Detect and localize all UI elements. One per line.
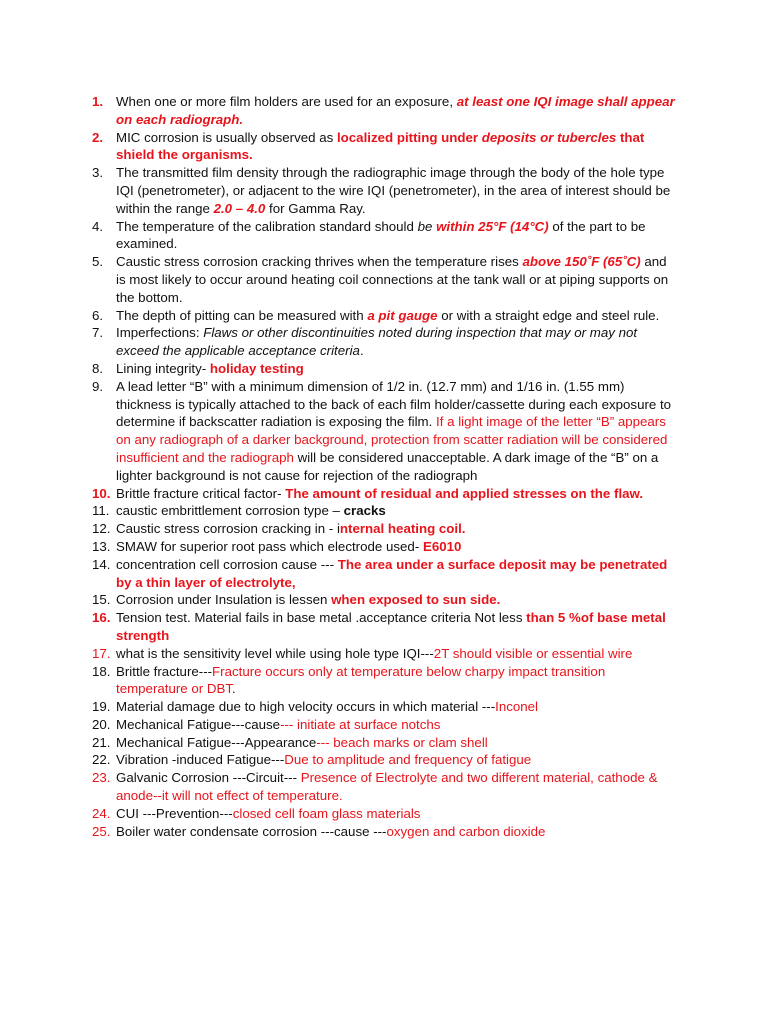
item-answer: Fracture occurs only at temperature below charpy impact transition temperature or DBT xyxy=(116,663,606,697)
item-number: 3. xyxy=(92,165,104,181)
item-text: for Gamma Ray. xyxy=(265,200,366,216)
list-item xyxy=(92,698,677,716)
item-number: 25. xyxy=(92,823,111,839)
item-number: 24. xyxy=(92,805,111,821)
item-answer: oxygen and carbon dioxide xyxy=(386,823,546,839)
item-number: 19. xyxy=(92,699,111,715)
list-item xyxy=(92,556,677,592)
item-answer: that shield the organisms. xyxy=(116,129,645,163)
item-answer: nternal heating coil. xyxy=(339,521,466,537)
item-text: The depth of pitting can be measured with xyxy=(116,307,368,323)
list-item xyxy=(92,360,677,378)
item-text: The transmitted film density through the radiographic image through the body of the hole type IQI (penetrometer), or adjacent to the wire IQI (penetrometer), in the area of interest should be within the range xyxy=(116,165,671,216)
item-number: 8. xyxy=(92,360,104,376)
item-text: what is the sensitivity level while using hole type IQI--- xyxy=(116,645,434,661)
list-item xyxy=(92,324,677,360)
item-text: When one or more film holders are used for an exposure, xyxy=(116,94,457,109)
item-text: . xyxy=(232,681,236,697)
list-item xyxy=(92,520,677,538)
item-number: 6. xyxy=(92,307,104,323)
list-item xyxy=(92,609,677,645)
list-item xyxy=(92,734,677,752)
item-text: Lining integrity- xyxy=(116,360,210,376)
list-item xyxy=(92,307,677,325)
item-answer: --- beach marks or clam shell xyxy=(316,734,488,750)
item-answer: 2.0 – 4.0 xyxy=(213,200,266,216)
item-text: and is most likely to occur around heating coil connections at the tank wall or at piping supports on the bottom. xyxy=(116,254,669,305)
item-text: Brittle fracture critical factor- xyxy=(116,485,286,501)
list-item xyxy=(92,485,677,503)
item-answer: when exposed to sun side. xyxy=(331,592,501,608)
item-text: Tension test. Material fails in base metal .acceptance criteria Not less xyxy=(116,610,527,626)
item-answer: a pit gauge xyxy=(367,307,438,323)
item-answer: Presence of Electrolyte and two different material, cathode & anode--it will not effect of temperature. xyxy=(116,770,658,804)
item-text: Vibration -induced Fatigue--- xyxy=(116,752,285,768)
list-item xyxy=(92,805,677,823)
list-item xyxy=(92,218,677,254)
item-answer: above 150˚F (65˚C) xyxy=(522,254,641,270)
item-number: 13. xyxy=(92,538,111,554)
item-text: The temperature of the calibration standard should xyxy=(116,218,418,234)
list-item xyxy=(92,769,677,805)
item-text: MIC corrosion is usually observed as xyxy=(116,129,337,145)
item-number: 21. xyxy=(92,734,111,750)
item-answer: cracks xyxy=(343,503,386,519)
item-number: 15. xyxy=(92,592,111,608)
item-number: 10. xyxy=(92,485,111,501)
item-number: 7. xyxy=(92,325,104,341)
item-number: 9. xyxy=(92,378,104,394)
item-answer: within 25°F (14°C) xyxy=(436,218,549,234)
item-text: Flaws or other discontinuities noted during inspection that may or may not exceed the applicable acceptance criteria xyxy=(116,325,638,359)
item-number: 16. xyxy=(92,610,111,626)
item-text: Caustic stress corrosion cracking in - i xyxy=(116,521,340,537)
item-answer: at least one IQI image shall appear on each radiograph. xyxy=(116,94,675,127)
item-number: 17. xyxy=(92,645,111,661)
item-number: 12. xyxy=(92,521,111,537)
item-number: 22. xyxy=(92,752,111,768)
item-number: 2. xyxy=(92,129,104,145)
item-text: will be considered unacceptable. A dark image of the “B” on a lighter background is not cause for rejection of the radiograph xyxy=(116,449,659,483)
item-answer: closed cell foam glass materials xyxy=(232,805,421,821)
item-answer: Due to amplitude and frequency of fatigue xyxy=(284,752,532,768)
item-answer: Inconel xyxy=(495,699,539,715)
list-item xyxy=(92,538,677,556)
item-text: Mechanical Fatigue---Appearance xyxy=(116,734,317,750)
list-item xyxy=(92,751,677,769)
item-text: Mechanical Fatigue---cause xyxy=(116,716,281,732)
item-answer: --- initiate at surface notchs xyxy=(280,716,441,732)
item-answer: holiday testing xyxy=(209,360,304,376)
list-item xyxy=(92,129,677,165)
list-item xyxy=(92,93,677,129)
item-number: 14. xyxy=(92,556,111,572)
item-text: Corrosion under Insulation is lessen xyxy=(116,592,332,608)
item-text: SMAW for superior root pass which electrode used- xyxy=(116,538,423,554)
item-text: of the part to be examined. xyxy=(116,218,646,252)
item-text: or with a straight edge and steel rule. xyxy=(437,307,660,323)
item-text: CUI ---Prevention--- xyxy=(116,805,233,821)
item-answer: The area under a surface deposit may be penetrated by a thin layer of electrolyte, xyxy=(116,556,668,590)
list-item xyxy=(92,645,677,663)
item-text: A lead letter “B” with a minimum dimension of 1/2 in. (12.7 mm) and 1/16 in. (1.55 mm) thickness is typically attached to the back of each film holder/cassette during each exposure to determine if backscatter radiation is exposing the film. xyxy=(116,378,672,430)
item-number: 18. xyxy=(92,663,111,679)
list-item xyxy=(92,716,677,734)
item-number: 1. xyxy=(92,94,104,109)
item-number: 23. xyxy=(92,770,111,786)
item-answer: localized pitting under xyxy=(336,129,482,145)
list-item xyxy=(92,823,677,841)
item-text: caustic embrittlement corrosion type – xyxy=(116,503,344,519)
list-item xyxy=(92,663,677,699)
item-answer: deposits or tubercles xyxy=(481,129,617,145)
item-text: Caustic stress corrosion cracking thrives when the temperature rises xyxy=(116,254,523,270)
item-text: Boiler water condensate corrosion ---cause --- xyxy=(116,823,387,839)
item-answer: If a light image of the letter “B” appears on any radiograph of a darker background, protection from scatter radiation will be considered insufficient and the radiograph xyxy=(116,414,668,465)
list-item xyxy=(92,378,677,485)
item-number: 4. xyxy=(92,218,104,234)
item-number: 11. xyxy=(92,503,110,519)
item-number: 20. xyxy=(92,716,111,732)
item-answer: than 5 %of base metal strength xyxy=(116,610,666,643)
item-text: . xyxy=(359,343,364,359)
item-answer: E6010 xyxy=(422,538,462,554)
list-item xyxy=(92,253,677,306)
item-text: Galvanic Corrosion ---Circuit--- xyxy=(116,770,301,786)
list-item xyxy=(92,164,677,217)
list-item xyxy=(92,502,677,520)
question-answer-list xyxy=(92,93,677,840)
item-answer: 2T should visible or essential wire xyxy=(433,645,633,661)
item-answer: The amount of residual and applied stresses on the flaw. xyxy=(285,485,644,501)
item-text: Brittle fracture--- xyxy=(116,663,213,679)
item-text: Imperfections: xyxy=(116,325,204,341)
list-item xyxy=(92,591,677,609)
item-number: 5. xyxy=(92,254,104,270)
item-text: concentration cell corrosion cause --- xyxy=(116,556,338,572)
item-text: be xyxy=(417,218,437,234)
item-text: Material damage due to high velocity occurs in which material --- xyxy=(116,699,496,715)
